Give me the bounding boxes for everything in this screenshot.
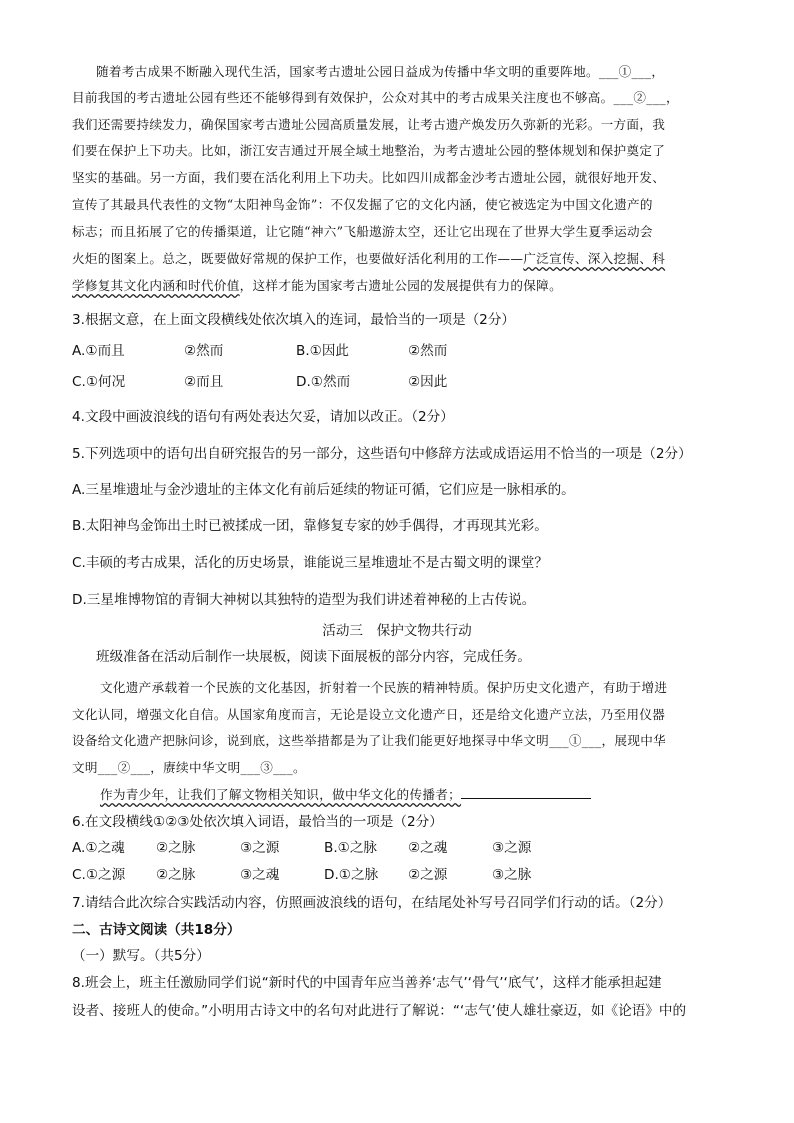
q6-option-b[interactable]: B.①之脉: [324, 840, 378, 856]
q5-option-d[interactable]: D.三星堆博物馆的青铜大神树以其独特的造型为我们讲述着神秘的上古传说。: [72, 592, 536, 608]
question-8-line-2: 设者、接班人的使命。”小明用古诗文中的名句对此进行了解说：“‘志气’使人雄壮豪迈，如《论语》中的: [72, 1003, 687, 1019]
q6-option-a-part3: ③之源: [240, 840, 280, 856]
q6-option-d-part3: ③之脉: [492, 867, 532, 883]
q3-option-b-part2: ②然而: [408, 343, 448, 359]
q6-option-c-part2: ②之脉: [156, 867, 196, 883]
q3-option-a-part2: ②然而: [184, 343, 224, 359]
board-line-5: [100, 785, 591, 805]
q5-option-c[interactable]: C.丰硕的考古成果，活化的历史场景，谁能说三星堆遗址不是古蜀文明的课堂？: [72, 555, 548, 571]
q3-option-d[interactable]: D.①然而: [296, 374, 351, 390]
q6-option-d[interactable]: D.①之脉: [324, 867, 379, 883]
question-6-stem: 6.在文段横线①②③处依次填入词语，最恰当的一项是（2分）: [72, 814, 443, 830]
wavy-underlined-sentence: 广泛宣传、深入挖掘、科: [523, 251, 666, 266]
q6-option-b-part3: ③之源: [492, 840, 532, 856]
q3-option-a[interactable]: A.①而且: [72, 343, 125, 359]
question-3-stem: 3.根据文意，在上面文段横线处依次填入的连词，最恰当的一项是（2分）: [72, 312, 516, 328]
section-2-title: 二、古诗文阅读（共18分）: [72, 922, 241, 938]
q6-option-c[interactable]: C.①之源: [72, 867, 126, 883]
activity-3-title: 活动三 保护文物共行动: [322, 623, 472, 639]
q6-option-a-part2: ②之脉: [156, 840, 196, 856]
question-4-stem: 4.文段中画波浪线的语句有两处表达欠妥，请加以改正。（2分）: [72, 409, 454, 425]
answer-blank[interactable]: [461, 786, 591, 799]
board-line-4: 文明___②___，赓续中华文明___③___。: [72, 760, 306, 775]
passage-line-7: 标志；而且拓展了它的传播渠道，让它随“神六”飞船遨游太空，还让它出现在了世界大学生夏季运动会: [72, 224, 653, 239]
passage-line-2: 目前我国的考古遗址公园有些还不能够得到有效保护，公众对其中的考古成果关注度也不够高。___②___，: [72, 90, 679, 105]
q3-option-c-part2: ②而且: [184, 374, 224, 390]
question-8-line-1: 8.班会上，班主任激励同学们说“新时代的中国青年应当善养‘志气’‘骨气’‘底气’，这样才能承担起建: [72, 975, 662, 991]
passage-line-4: 们要在保护上下功夫。比如，浙江安吉通过开展全域土地整治，为考古遗址公园的整体规划和保护奠定了: [72, 143, 666, 158]
q3-option-b[interactable]: B.①因此: [296, 343, 350, 359]
q3-option-c[interactable]: C.①何况: [72, 374, 126, 390]
q5-option-a[interactable]: A.三星堆遗址与金沙遗址的主体文化有前后延续的物证可循，它们应是一脉相承的。: [72, 482, 575, 498]
passage-line-5: 坚实的基础。另一方面，我们要在活化利用上下功夫。比如四川成都金沙考古遗址公园，就很好地开发、: [72, 170, 666, 185]
passage-line-6: 宣传了其最具代表性的文物“太阳神鸟金饰”：不仅发掘了它的文化内涵，使它被选定为中国文化遗产的: [72, 197, 653, 212]
board-line-3: 设备给文化遗产把脉问诊，说到底，这些举措都是为了让我们能更好地探寻中华文明___①___，展现中华: [72, 733, 667, 748]
wavy-underlined-sentence: 学修复其文化内涵和时代价值: [72, 278, 240, 293]
passage-line-1: 随着考古成果不断融入现代生活，国家考古遗址公园日益成为传播中华文明的重要阵地。___①___，: [96, 64, 665, 79]
passage-line-9: [72, 276, 562, 296]
passage-line-8: [72, 249, 665, 269]
question-5-stem: 5.下列选项中的语句出自研究报告的另一部分，这些语句中修辞方法或成语运用不恰当的一项是（2分）: [72, 446, 692, 462]
passage-text: 火炬的图案上。总之，既要做好常规的保护工作，也要做好活化利用的工作——: [72, 251, 524, 266]
q6-option-a[interactable]: A.①之魂: [72, 840, 125, 856]
question-7-stem: 7.请结合此次综合实践活动内容，仿照画波浪线的语句，在结尾处补写号召同学们行动的话。（2分）: [72, 895, 672, 911]
board-line-1: 文化遗产承载着一个民族的文化基因，折射着一个民族的精神特质。保护历史文化遗产，有助于增进: [100, 680, 668, 695]
q6-option-b-part2: ②之魂: [408, 840, 448, 856]
section-2-subtitle: （一）默写。（共5分）: [72, 948, 210, 964]
q6-option-d-part2: ②之源: [408, 867, 448, 883]
passage-line-3: 我们还需要持续发力，确保国家考古遗址公园高质量发展，让考古遗产焕发历久弥新的光彩。一方面，我: [72, 117, 666, 132]
wavy-underlined-sentence: 作为青少年，让我们了解文物相关知识，做中华文化的传播者；: [100, 787, 462, 802]
board-line-2: 文化认同，增强文化自信。从国家角度而言，无论是设立文化遗产日，还是给文化遗产立法，乃至用仪器: [72, 707, 666, 722]
passage-text: ，这样才能为国家考古遗址公园的发展提供有力的保障。: [239, 278, 562, 293]
activity-3-intro: 班级准备在活动后制作一块展板，阅读下面展板的部分内容，完成任务。: [96, 649, 531, 665]
q5-option-b[interactable]: B.太阳神鸟金饰出土时已被揉成一团，靠修复专家的妙手偶得，才再现其光彩。: [72, 518, 548, 534]
q6-option-c-part3: ③之魂: [240, 867, 280, 883]
q3-option-d-part2: ②因此: [408, 374, 448, 390]
